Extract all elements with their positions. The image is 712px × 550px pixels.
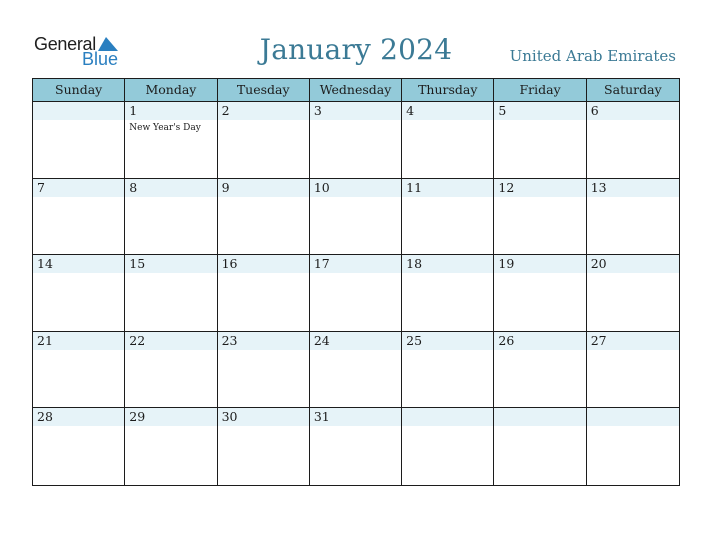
day-cell-band	[494, 408, 585, 426]
day-cell	[33, 179, 125, 256]
day-cell	[310, 408, 402, 485]
day-number: 30	[221, 409, 238, 425]
day-cell	[310, 332, 402, 409]
day-cell	[310, 179, 402, 256]
day-cell	[218, 179, 310, 256]
day-cell	[125, 408, 217, 485]
day-cell-band	[125, 102, 216, 120]
day-number: 12	[498, 179, 515, 195]
day-number: 10	[313, 179, 330, 195]
day-number: 31	[313, 409, 330, 425]
day-cell	[125, 255, 217, 332]
day-cell-band	[402, 408, 493, 426]
day-number: 26	[498, 332, 515, 348]
day-cell-band	[402, 102, 493, 120]
day-number: 27	[590, 332, 607, 348]
day-cell	[310, 102, 402, 179]
logo-text-general: General	[34, 34, 96, 54]
weekday-header-tuesday: Tuesday	[218, 79, 310, 102]
day-number: 4	[406, 103, 415, 118]
day-cell	[125, 332, 217, 409]
day-number: 8	[129, 179, 138, 195]
day-number: 7	[37, 179, 45, 195]
day-number: 29	[129, 409, 146, 425]
day-cell-band	[218, 179, 309, 197]
day-cell	[33, 408, 125, 485]
weekday-header-thursday: Thursday	[402, 79, 494, 102]
weekday-header-sunday: Sunday	[33, 79, 125, 102]
day-cell	[587, 255, 679, 332]
day-cell	[402, 102, 494, 179]
day-cell-band	[494, 102, 585, 120]
page-title: January 2024	[259, 33, 453, 66]
day-number: 22	[129, 332, 146, 348]
day-number: 1	[129, 103, 138, 118]
day-number: 14	[37, 256, 53, 272]
day-cell	[218, 255, 310, 332]
day-cell-band	[587, 102, 679, 120]
day-number: 20	[590, 256, 607, 272]
weekday-header-friday: Friday	[494, 79, 586, 102]
day-number: 9	[221, 179, 230, 195]
day-number: 16	[221, 256, 238, 272]
day-number: 2	[221, 103, 230, 118]
day-cell	[125, 179, 217, 256]
day-cell	[33, 102, 125, 179]
day-cell	[587, 408, 679, 485]
day-cell	[587, 332, 679, 409]
day-number: 18	[406, 256, 423, 272]
day-cell	[494, 102, 586, 179]
day-number: 19	[498, 256, 515, 272]
day-cell-band	[33, 179, 124, 197]
day-cell	[587, 179, 679, 256]
day-cell	[402, 179, 494, 256]
day-event-label: New Year's Day	[129, 123, 201, 133]
calendar-grid	[32, 78, 680, 486]
day-number: 5	[498, 103, 507, 118]
day-cell	[494, 179, 586, 256]
day-number: 3	[313, 103, 322, 118]
day-number: 15	[129, 256, 146, 272]
day-number: 6	[590, 103, 599, 118]
day-cell	[125, 102, 217, 179]
day-number: 23	[221, 332, 238, 348]
day-cell-band	[125, 179, 216, 197]
day-cell	[402, 408, 494, 485]
day-cell	[218, 332, 310, 409]
day-cell-band	[218, 102, 309, 120]
day-cell	[402, 332, 494, 409]
day-cell	[218, 102, 310, 179]
day-cell	[587, 102, 679, 179]
day-cell	[494, 332, 586, 409]
day-cell-band	[310, 102, 401, 120]
weekday-header-saturday: Saturday	[587, 79, 679, 102]
day-number: 28	[37, 409, 53, 425]
day-cell	[218, 408, 310, 485]
logo-text-blue: Blue	[82, 49, 119, 69]
day-cell	[33, 332, 125, 409]
weekday-header-wednesday: Wednesday	[310, 79, 402, 102]
day-number: 17	[313, 256, 330, 272]
weekday-header-monday: Monday	[125, 79, 217, 102]
day-number: 13	[590, 179, 607, 195]
day-cell	[402, 255, 494, 332]
day-cell	[494, 255, 586, 332]
day-cell	[310, 255, 402, 332]
day-number: 25	[406, 332, 423, 348]
day-cell-band	[587, 408, 679, 426]
day-cell-band	[33, 102, 124, 120]
day-cell	[494, 408, 586, 485]
country-label: United Arab Emirates	[509, 47, 676, 65]
day-number: 21	[37, 332, 53, 348]
day-number: 11	[406, 179, 423, 195]
day-number: 24	[313, 332, 330, 348]
day-cell	[33, 255, 125, 332]
